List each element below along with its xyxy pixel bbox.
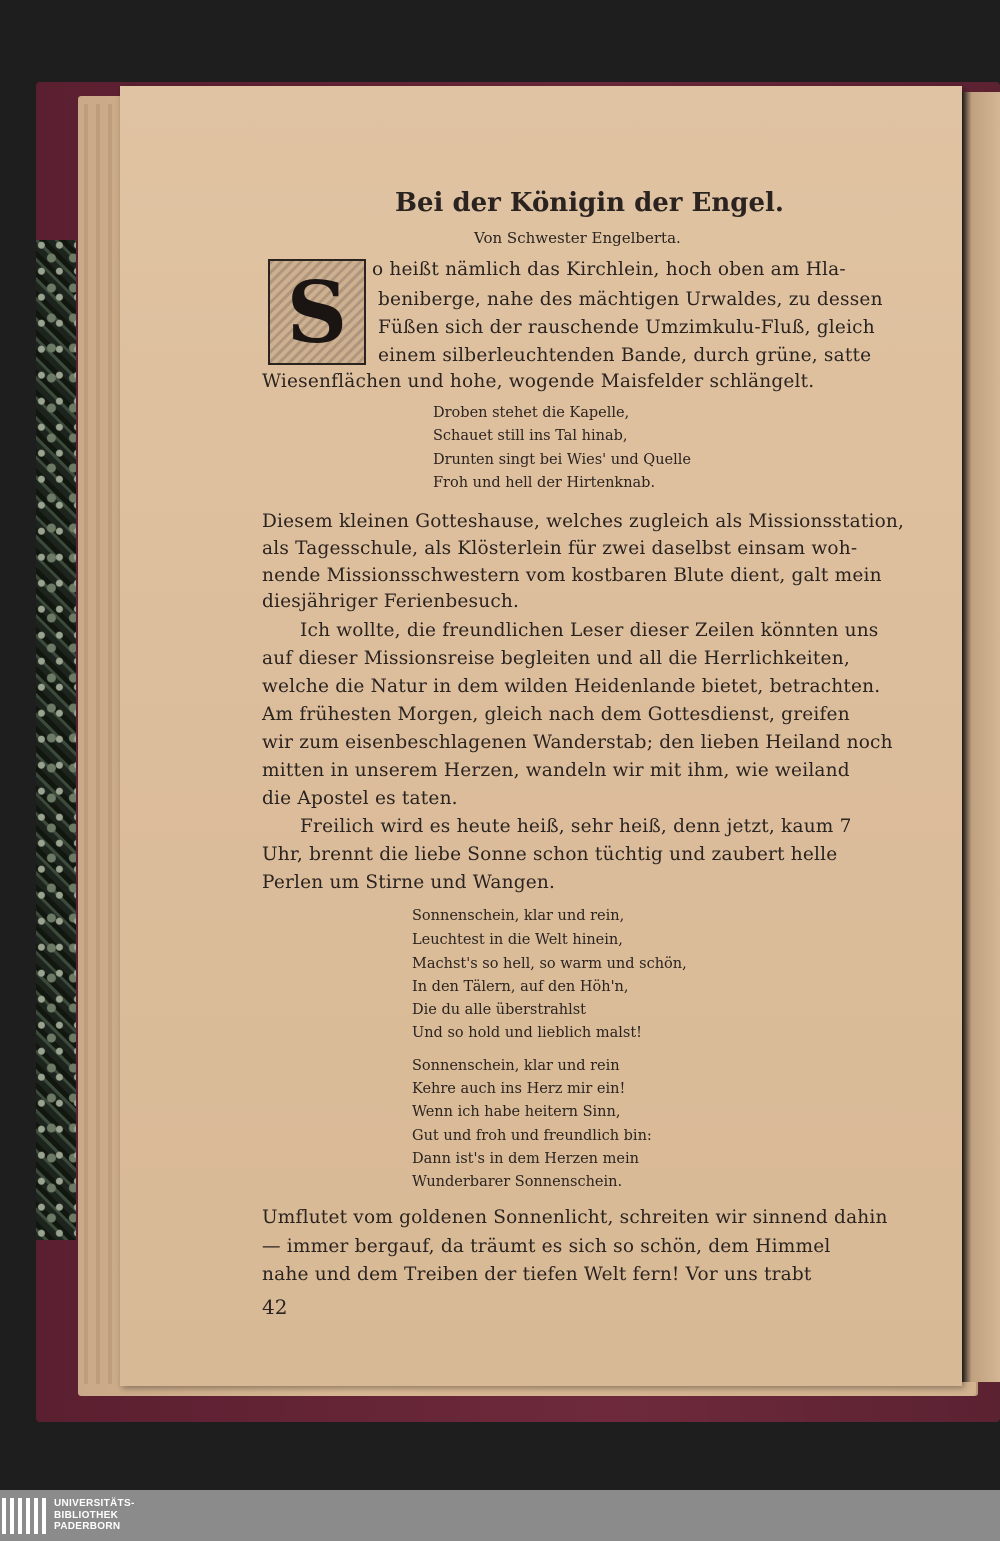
text-line: nende Missionsschwestern vom kostbaren Blute dient, galt mein: [262, 565, 882, 586]
library-footer-band: [0, 1490, 1000, 1541]
marbled-endpaper: [36, 240, 76, 1240]
text-line: Füßen sich der rauschende Umzimkulu-Fluß, gleich: [378, 317, 875, 338]
verse-line: Gut und froh und freundlich bin:: [412, 1128, 652, 1144]
decorated-initial: [268, 259, 366, 365]
verse-line: Leuchtest in die Welt hinein,: [412, 932, 623, 948]
verse-line: In den Tälern, auf den Höh'n,: [412, 979, 629, 995]
initial-letter: S: [286, 262, 348, 362]
text-line: diesjähriger Ferienbesuch.: [262, 591, 520, 612]
verse-line: Sonnenschein, klar und rein: [412, 1058, 620, 1074]
text-line: auf dieser Missionsreise begleiten und all die Herrlichkeiten,: [262, 648, 850, 669]
library-logo-text: [54, 1498, 135, 1533]
verse-line: Sonnenschein, klar und rein,: [412, 908, 625, 924]
verse-line: Froh und hell der Hirtenknab.: [433, 475, 656, 491]
logo-line: BIBLIOTHEK: [54, 1509, 119, 1521]
verse-line: Die du alle überstrahlst: [412, 1002, 587, 1018]
chapter-title: Bei der Königin der Engel.: [395, 188, 784, 218]
text-line: nahe und dem Treiben der tiefen Welt fern! Vor uns trabt: [262, 1264, 812, 1285]
page-edge: [84, 104, 88, 1384]
verse-line: Machst's so hell, so warm und schön,: [412, 956, 687, 972]
text-line: wir zum eisenbeschlagenen Wanderstab; den lieben Heiland noch: [262, 732, 893, 753]
author-byline: Von Schwester Engelberta.: [474, 229, 681, 247]
page-edge: [96, 104, 100, 1384]
text-line: Perlen um Stirne und Wangen.: [262, 872, 556, 893]
verse-line: Wunderbarer Sonnenschein.: [412, 1174, 623, 1190]
logo-line: PADERBORN: [54, 1521, 121, 1532]
text-line: — immer bergauf, da träumt es sich so schön, dem Himmel: [262, 1236, 831, 1257]
verse-line: Droben stehet die Kapelle,: [433, 405, 630, 421]
text-line: welche die Natur in dem wilden Heidenlande bietet, betrachten.: [262, 676, 881, 697]
text-line: o heißt nämlich das Kirchlein, hoch oben am Hla-: [372, 259, 846, 280]
page-number: 42: [262, 1295, 288, 1319]
text-line: als Tagesschule, als Klösterlein für zwei daselbst einsam woh-: [262, 538, 858, 559]
right-page-edge: [962, 92, 1000, 1382]
text-line: Am frühesten Morgen, gleich nach dem Gottesdienst, greifen: [262, 704, 850, 725]
text-line: mitten in unserem Herzen, wandeln wir mit ihm, wie weiland: [262, 760, 850, 781]
page-edge: [108, 104, 112, 1384]
text-line: Wiesenflächen und hohe, wogende Maisfelder schlängelt.: [262, 371, 815, 392]
verse-line: Dann ist's in dem Herzen mein: [412, 1151, 639, 1167]
logo-line: UNIVERSITÄTS-: [54, 1498, 135, 1509]
text-line: Freilich wird es heute heiß, sehr heiß, denn jetzt, kaum 7: [300, 816, 852, 837]
text-line: einem silberleuchtenden Bande, durch grüne, satte: [378, 345, 872, 366]
text-line: Umflutet vom goldenen Sonnenlicht, schreiten wir sinnend dahin: [262, 1207, 888, 1228]
text-line: Ich wollte, die freundlichen Leser dieser Zeilen könnten uns: [300, 620, 879, 641]
library-logo-icon: [2, 1498, 46, 1534]
text-line: Uhr, brennt die liebe Sonne schon tüchtig und zaubert helle: [262, 844, 838, 865]
text-line: die Apostel es taten.: [262, 788, 458, 809]
verse-line: Und so hold und lieblich malst!: [412, 1025, 643, 1041]
text-line: Diesem kleinen Gotteshause, welches zugleich als Missionsstation,: [262, 511, 905, 532]
verse-line: Kehre auch ins Herz mir ein!: [412, 1081, 626, 1097]
text-line: beniberge, nahe des mächtigen Urwaldes, zu dessen: [378, 289, 883, 310]
verse-line: Drunten singt bei Wies' und Quelle: [433, 452, 691, 468]
verse-line: Wenn ich habe heitern Sinn,: [412, 1104, 621, 1120]
verse-line: Schauet still ins Tal hinab,: [433, 428, 628, 444]
